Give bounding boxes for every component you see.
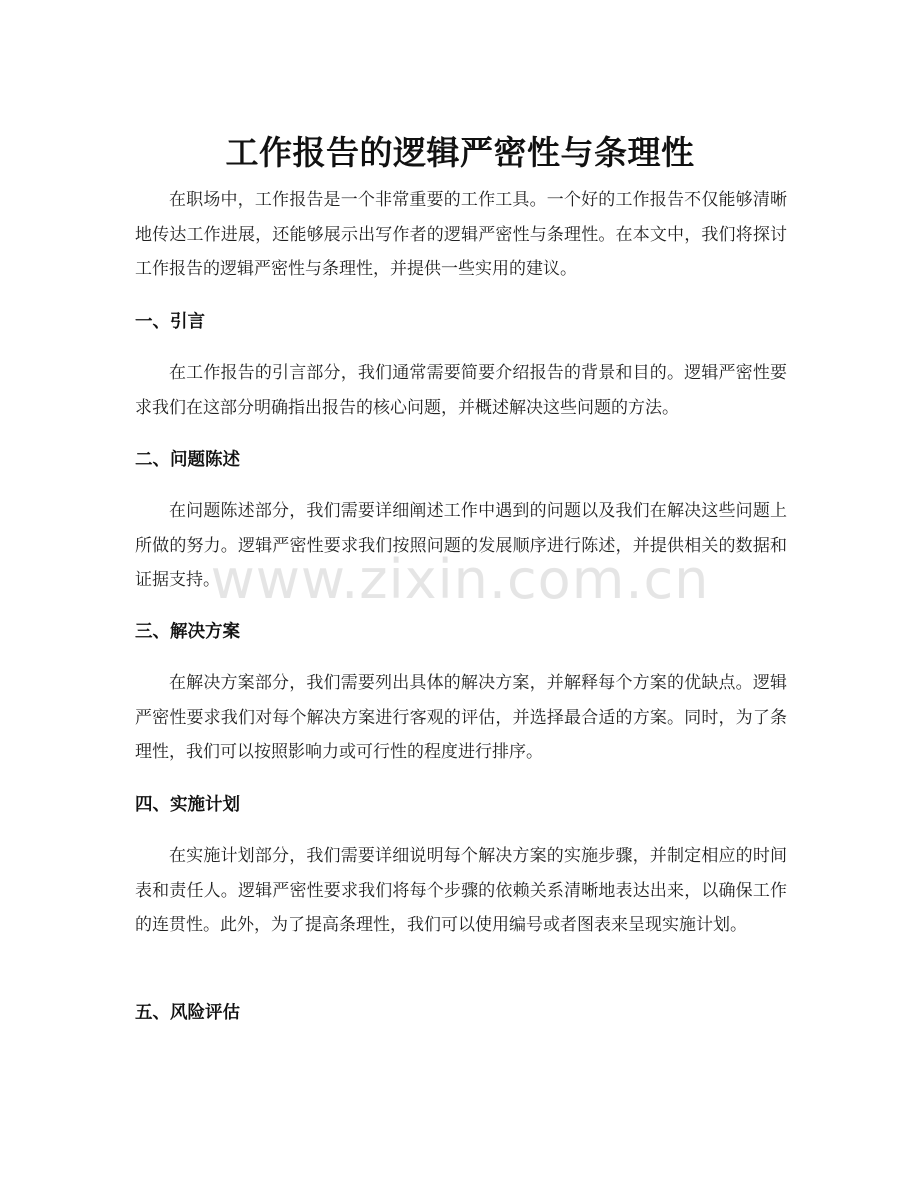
section-body-plan: 在实施计划部分，我们需要详细说明每个解决方案的实施步骤，并制定相应的时间表和责任人。逻辑严密性要求我们将每个步骤的依赖关系清晰地表达出来，以确保工作的连贯性。此外，为了提高条理性，我们可以使用编号或者图表来呈现实施计划。 xyxy=(135,846,787,935)
watermark: www.zixin.com.cn xyxy=(210,548,710,611)
section-heading-plan: 四、实施计划 xyxy=(135,795,240,815)
section-heading-intro: 一、引言 xyxy=(135,312,205,332)
section-body-intro: 在工作报告的引言部分，我们通常需要简要介绍报告的背景和目的。逻辑严密性要求我们在这部分明确指出报告的核心问题，并概述解决这些问题的方法。 xyxy=(135,363,787,418)
document-title: 工作报告的逻辑严密性与条理性 xyxy=(225,133,695,173)
section-body-solution: 在解决方案部分，我们需要列出具体的解决方案，并解释每个方案的优缺点。逻辑严密性要求我们对每个解决方案进行客观的评估，并选择最合适的方案。同时，为了条理性，我们可以按照影响力或可行性的程度进行排序。 xyxy=(135,673,787,762)
section-heading-solution: 三、解决方案 xyxy=(135,622,240,642)
section-heading-problem: 二、问题陈述 xyxy=(135,450,240,470)
section-heading-risk: 五、风险评估 xyxy=(135,1003,240,1023)
intro-paragraph: 在职场中，工作报告是一个非常重要的工作工具。一个好的工作报告不仅能够清晰地传达工作进展，还能够展示出写作者的逻辑严密性与条理性。在本文中，我们将探讨工作报告的逻辑严密性与条理性，并提供一些实用的建议。 xyxy=(135,190,787,279)
section-body-problem: 在问题陈述部分，我们需要详细阐述工作中遇到的问题以及我们在解决这些问题上所做的努力。逻辑严密性要求我们按照问题的发展顺序进行陈述，并提供相关的数据和证据支持。 xyxy=(135,501,787,590)
